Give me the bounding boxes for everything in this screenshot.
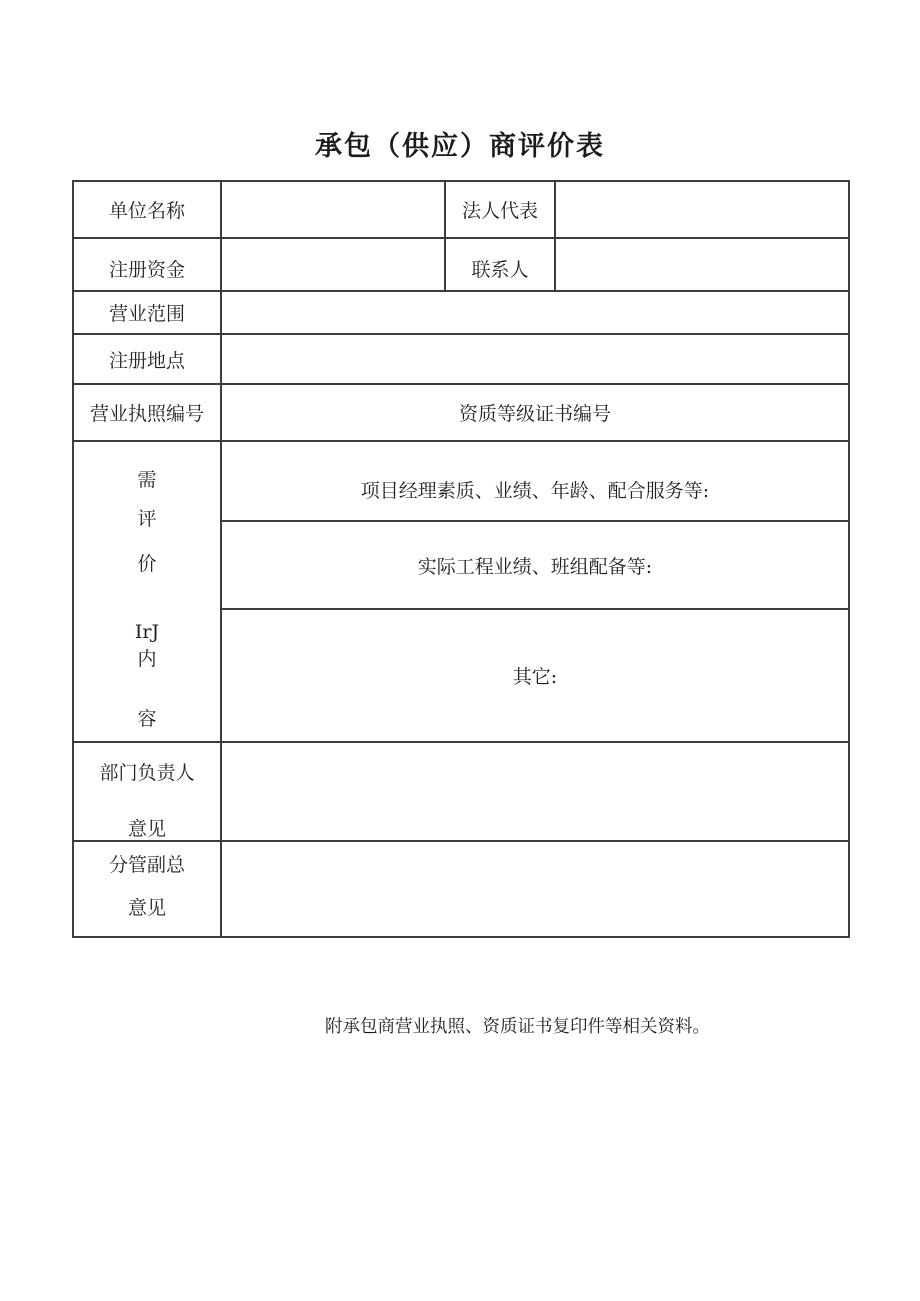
registered-capital-label: 注册资金 <box>73 238 221 291</box>
evaluation-content-label <box>73 441 221 742</box>
qualification-cert-no-label: 资质等级证书编号 <box>221 384 849 441</box>
evaluation-label-char: IrJ <box>134 621 160 643</box>
actual-performance-cell[interactable]: 实际工程业绩、班组配备等: <box>221 521 849 609</box>
deputy-gm-opinion-label <box>73 841 221 937</box>
unit-name-value-cell[interactable] <box>221 181 445 238</box>
registered-capital-value-cell[interactable] <box>221 238 445 291</box>
department-head-opinion-label <box>73 742 221 841</box>
evaluation-label-char: 容 <box>137 708 157 730</box>
opinion-label-line: 分管副总 <box>108 854 185 876</box>
evaluation-label-char: 需 <box>137 469 157 491</box>
department-head-opinion-value-cell[interactable] <box>221 742 849 841</box>
registered-address-label: 注册地点 <box>73 334 221 384</box>
evaluation-label-char: 价 <box>137 553 157 575</box>
evaluation-label-char: 内 <box>137 648 157 670</box>
opinion-label-line: 意见 <box>127 818 166 840</box>
deputy-gm-opinion-value-cell[interactable] <box>221 841 849 937</box>
unit-name-label: 单位名称 <box>73 181 221 238</box>
evaluation-form-table <box>72 180 850 938</box>
opinion-label-line: 意见 <box>127 897 166 919</box>
contact-person-label: 联系人 <box>445 238 555 291</box>
evaluation-label-char: 评 <box>137 508 157 530</box>
footer-note: 附承包商营业执照、资质证书复印件等相关资料。 <box>325 1017 710 1037</box>
business-scope-value-cell[interactable] <box>221 291 849 334</box>
contact-person-value-cell[interactable] <box>555 238 849 291</box>
business-license-no-label: 营业执照编号 <box>73 384 221 441</box>
project-manager-quality-cell[interactable]: 项目经理素质、业绩、年龄、配合服务等: <box>221 441 849 521</box>
legal-rep-label: 法人代表 <box>445 181 555 238</box>
business-scope-label: 营业范围 <box>73 291 221 334</box>
registered-address-value-cell[interactable] <box>221 334 849 384</box>
opinion-label-line: 部门负责人 <box>99 762 195 784</box>
page-title: 承包（供应）商评价表 <box>315 131 605 162</box>
legal-rep-value-cell[interactable] <box>555 181 849 238</box>
other-cell[interactable]: 其它: <box>221 609 849 742</box>
